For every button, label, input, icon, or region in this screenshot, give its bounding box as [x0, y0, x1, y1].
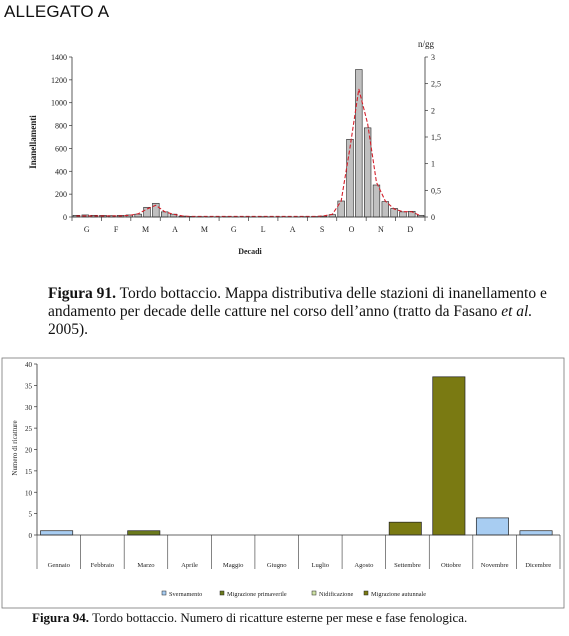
recapture-bar — [433, 377, 465, 535]
y-tick-label: 30 — [25, 403, 32, 412]
caption-label: Figura 94. — [32, 610, 90, 625]
caption-text: Tordo bottaccio. Mappa distributiva delle stazioni di inanellamento e andamento per decade delle catture nel corso dell’anno (tratto da — [48, 285, 547, 320]
chart-frame — [2, 358, 564, 608]
decade-bar — [161, 212, 168, 217]
y-axis-label: Inanellamenti — [28, 115, 38, 169]
y-tick-label: 10 — [25, 489, 32, 498]
y-axis-label: Numero di ricatture — [11, 420, 19, 476]
y-tick-label: 1000 — [51, 98, 67, 108]
caption-year: 2005). — [48, 321, 89, 338]
legend-label: Nidificazione — [319, 591, 354, 598]
month-label: D — [407, 225, 414, 234]
month-label: G — [230, 225, 237, 234]
legend-label: Migrazione autunnale — [371, 591, 427, 598]
figure-94-caption — [32, 609, 537, 627]
legend-label: Migrazione primaverile — [227, 591, 287, 598]
decade-bar — [338, 201, 345, 217]
legend-swatch — [312, 591, 316, 595]
y-tick-label: 0 — [28, 532, 32, 540]
y-tick-label: 15 — [25, 467, 32, 476]
legend-label: Svernamento — [169, 591, 203, 598]
page-header: ALLEGATO A — [4, 2, 110, 21]
month-label: Settembre — [394, 562, 421, 569]
month-label: G — [83, 225, 90, 234]
caption-cite: Fasano — [453, 303, 498, 320]
y2-tick-label: 0 — [431, 213, 435, 222]
legend-swatch — [364, 591, 368, 595]
recapture-bar — [476, 518, 508, 535]
month-label: N — [377, 225, 384, 234]
month-label: S — [319, 225, 325, 234]
y-tick-label: 25 — [25, 425, 32, 434]
y-tick-label: 5 — [28, 510, 32, 519]
month-label: Gennaio — [47, 562, 70, 569]
legend-swatch — [162, 591, 166, 595]
monthly-recaptures-chart — [0, 350, 569, 610]
recapture-bar — [520, 531, 552, 535]
month-label: A — [289, 225, 296, 234]
y2-tick-label: 1 — [431, 159, 435, 169]
recapture-bar — [389, 522, 421, 535]
month-label: F — [113, 225, 119, 234]
y-tick-label: 200 — [55, 190, 67, 200]
month-label: M — [200, 225, 208, 234]
month-label: Marzo — [137, 562, 155, 569]
caption-label: Figura 91. — [48, 285, 117, 302]
month-label: Novembre — [480, 562, 509, 569]
y-tick-label: 40 — [25, 361, 32, 369]
y2-axis-label: n/gg — [418, 39, 435, 49]
y-tick-label: 0 — [63, 213, 67, 222]
month-label: Maggio — [222, 562, 244, 569]
month-label: Ottobre — [440, 562, 462, 569]
caption-text: Tordo bottaccio. Numero di ricatture esterne per mese e fase fenologica. — [92, 610, 468, 625]
y-tick-label: 400 — [55, 167, 67, 177]
decade-bar — [400, 212, 407, 217]
decade-bar — [382, 202, 389, 217]
y2-tick-label: 1,5 — [431, 133, 441, 142]
month-label: Dicembre — [525, 562, 552, 569]
month-label: L — [260, 225, 266, 234]
y-tick-label: 800 — [55, 121, 67, 131]
y-tick-label: 1200 — [51, 75, 67, 85]
month-label: Agosto — [354, 562, 374, 569]
legend-swatch — [220, 591, 224, 595]
decade-bar — [391, 208, 398, 217]
month-label: Febbraio — [90, 562, 115, 569]
recapture-bar — [40, 531, 72, 535]
y2-tick-label: 3 — [431, 53, 435, 62]
recapture-bar — [128, 531, 160, 535]
month-label: Aprile — [181, 562, 198, 569]
month-label: Giugno — [266, 562, 287, 569]
decade-bar — [364, 128, 371, 217]
decade-captures-chart — [0, 0, 569, 275]
y-tick-label: 35 — [25, 382, 32, 391]
y-tick-label: 600 — [55, 144, 67, 154]
month-label: A — [172, 225, 178, 234]
figure-91-caption — [48, 285, 553, 339]
decade-bar — [373, 185, 380, 217]
month-label: M — [141, 225, 150, 234]
x-axis-label: Decadi — [238, 247, 262, 256]
y2-tick-label: 0,5 — [431, 186, 441, 196]
month-label: Luglio — [311, 562, 330, 569]
y-tick-label: 20 — [25, 446, 32, 455]
y2-tick-label: 2,5 — [431, 79, 441, 89]
caption-etal: et al. — [501, 303, 533, 320]
y2-tick-label: 2 — [431, 106, 435, 116]
y-tick-label: 1400 — [51, 53, 67, 62]
month-label: O — [348, 225, 355, 234]
decade-bar — [135, 214, 142, 217]
